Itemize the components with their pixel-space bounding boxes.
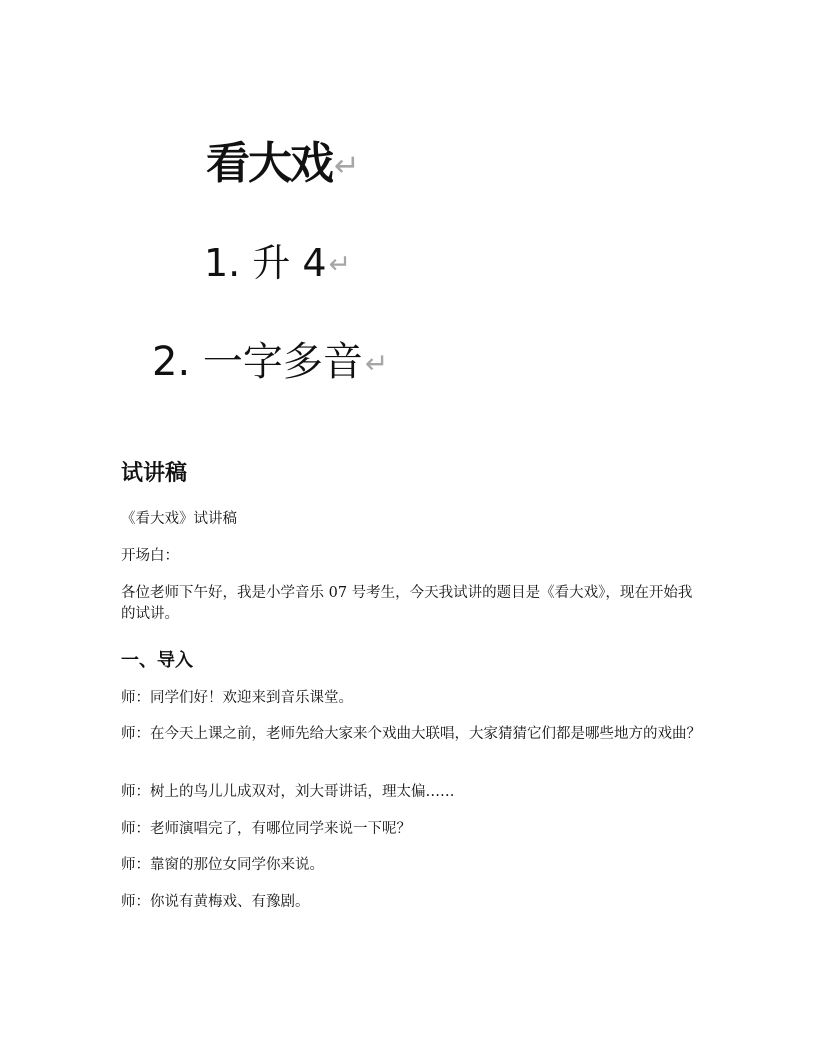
- big-title-line-1-text: 看大戏: [206, 138, 332, 189]
- paragraph-question: 师：老师演唱完了，有哪位同学来说一下呢？: [121, 821, 411, 837]
- paragraph-mark-icon: ↵: [364, 347, 389, 380]
- big-title-line-3: [152, 339, 389, 385]
- paragraph-title: 《看大戏》试讲稿: [121, 511, 237, 527]
- heading-main: 试讲稿: [121, 461, 188, 486]
- paragraph-mark-icon: ↵: [334, 147, 358, 184]
- big-title-line-2-text: 1. 升 4: [204, 241, 327, 285]
- paragraph-greeting: 师：同学们好！欢迎来到音乐课堂。: [121, 690, 353, 706]
- big-title-line-3-text: 2. 一字多音: [152, 339, 363, 385]
- paragraph-lyrics: 师：树上的鸟儿儿成双对，刘大哥讲话，理太偏……: [121, 784, 455, 800]
- paragraph-answer: 师：你说有黄梅戏、有豫剧。: [121, 894, 310, 910]
- paragraph-opening: 开场白：: [121, 548, 179, 564]
- paragraph-call-on: 师：靠窗的那位女同学你来说。: [121, 857, 324, 873]
- big-title-line-1: [206, 138, 358, 189]
- paragraph-mark-icon: ↵: [328, 249, 351, 281]
- paragraph-intro: 各位老师下午好，我是小学音乐 07 号考生，今天我试讲的题目是《看大戏》，现在开始我的试讲。: [121, 585, 693, 622]
- heading-section-1: 一、导入: [121, 650, 193, 671]
- big-title-line-2: [204, 241, 351, 285]
- paragraph-medley: 师：在今天上课之前，老师先给大家来个戏曲大联唱，大家猜猜它们都是哪些地方的戏曲？: [121, 726, 701, 742]
